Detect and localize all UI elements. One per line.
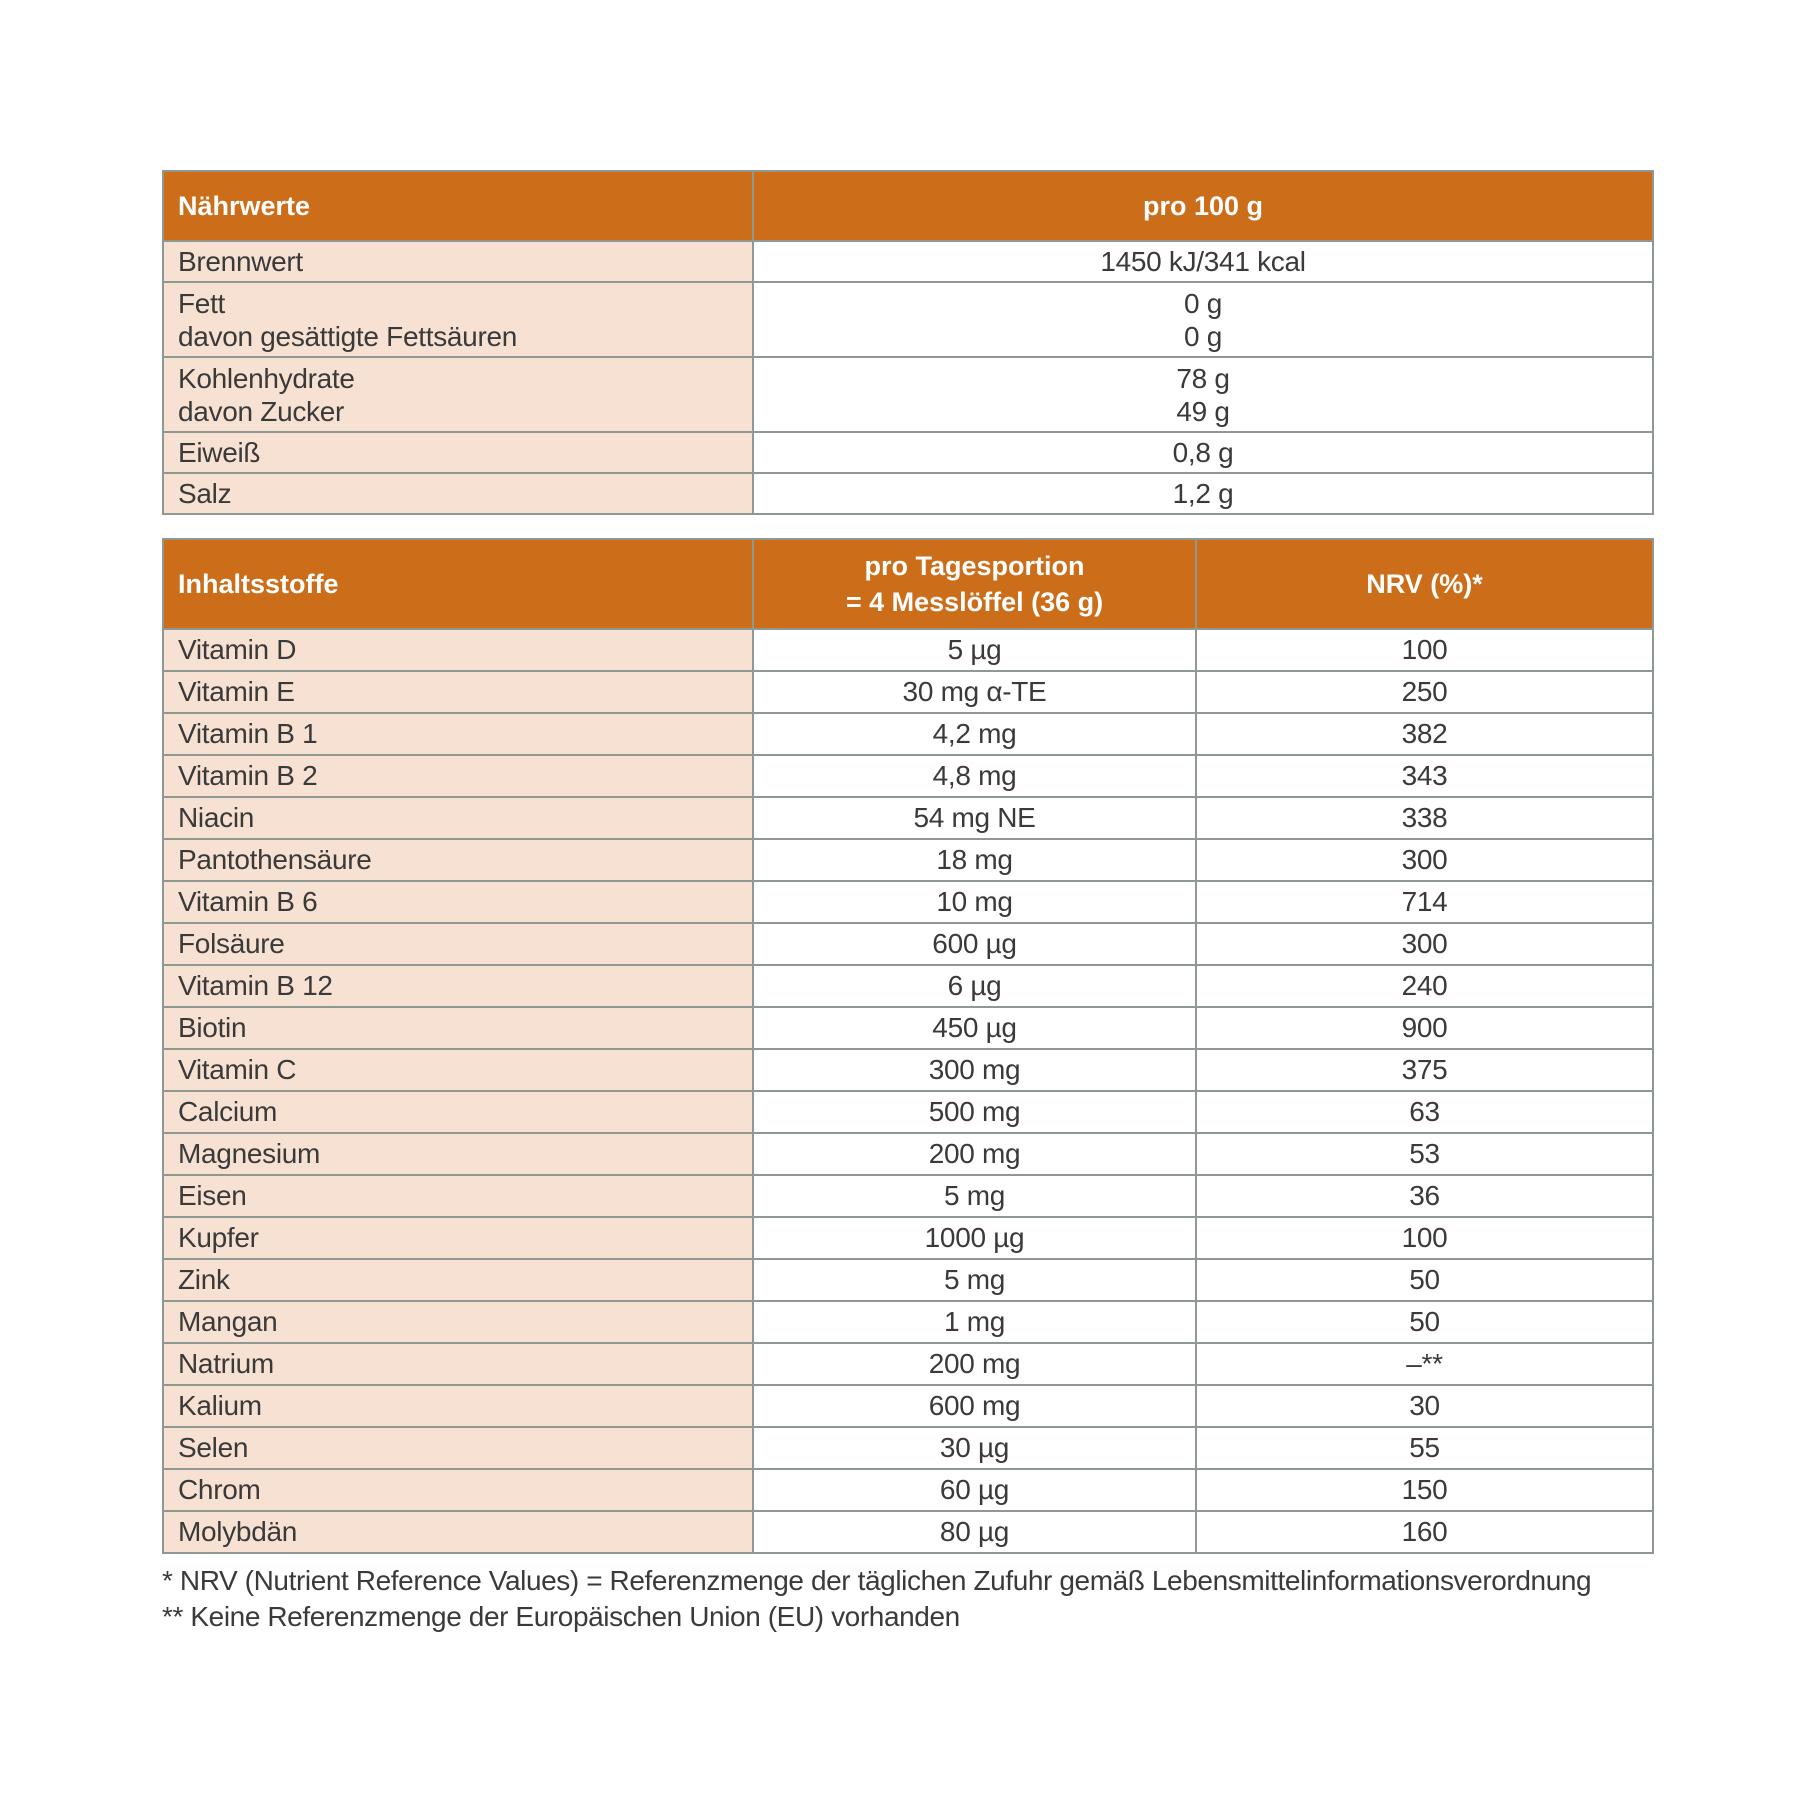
nutrition-value: 1,2 g — [753, 473, 1653, 514]
table-row — [163, 671, 1653, 713]
ingredient-name: Magnesium — [163, 1133, 753, 1175]
nutrition-value-main: 0 g — [1183, 287, 1223, 319]
ingredient-name: Kalium — [163, 1385, 753, 1427]
ingredient-name: Mangan — [163, 1301, 753, 1343]
table-row — [163, 1007, 1653, 1049]
ingredient-amount: 80 µg — [753, 1511, 1196, 1553]
ingredient-nrv: 160 — [1196, 1511, 1653, 1553]
nutrition-label-main: Kohlenhydrate — [178, 362, 355, 394]
nutrition-header-row — [163, 171, 1653, 241]
ingredient-amount: 1000 µg — [753, 1217, 1196, 1259]
table-row — [163, 965, 1653, 1007]
nutrition-label-sub: davon Zucker — [178, 395, 345, 427]
ingredient-amount: 600 µg — [753, 923, 1196, 965]
ingredient-name: Pantothensäure — [163, 839, 753, 881]
nutrition-label — [163, 357, 753, 432]
ingredient-name: Vitamin D — [163, 629, 753, 671]
table-row — [163, 629, 1653, 671]
ingredient-nrv: 55 — [1196, 1427, 1653, 1469]
ingredient-amount: 4,8 mg — [753, 755, 1196, 797]
ingredient-amount: 5 mg — [753, 1175, 1196, 1217]
ingredient-amount: 5 mg — [753, 1259, 1196, 1301]
ingredient-name: Niacin — [163, 797, 753, 839]
ingredient-name: Eisen — [163, 1175, 753, 1217]
ingredient-amount: 450 µg — [753, 1007, 1196, 1049]
ingredient-nrv: 300 — [1196, 839, 1653, 881]
ingredients-header-portion-line2: = 4 Messlöffel (36 g) — [845, 587, 1104, 617]
ingredient-name: Biotin — [163, 1007, 753, 1049]
table-row — [163, 797, 1653, 839]
ingredient-nrv: 63 — [1196, 1091, 1653, 1133]
ingredient-nrv: 300 — [1196, 923, 1653, 965]
nutrition-row-brennwert — [163, 241, 1653, 282]
table-row — [163, 1301, 1653, 1343]
ingredient-name: Calcium — [163, 1091, 753, 1133]
table-row — [163, 1133, 1653, 1175]
table-row — [163, 1217, 1653, 1259]
table-row — [163, 1091, 1653, 1133]
nutrition-label: Eiweiß — [163, 432, 753, 473]
ingredients-header-label: Inhaltsstoffe — [163, 539, 753, 629]
nutrition-label-sub: davon gesättigte Fettsäuren — [178, 320, 518, 352]
nutrition-value-sub: 0 g — [1183, 320, 1223, 352]
ingredient-name: Molybdän — [163, 1511, 753, 1553]
nutrition-label: Brennwert — [163, 241, 753, 282]
ingredients-header-portion — [753, 539, 1196, 629]
ingredient-nrv: 240 — [1196, 965, 1653, 1007]
nutrition-value: 0,8 g — [753, 432, 1653, 473]
nutrition-label: Salz — [163, 473, 753, 514]
nutrition-value — [753, 282, 1653, 357]
table-row — [163, 1049, 1653, 1091]
ingredients-header-nrv: NRV (%)* — [1196, 539, 1653, 629]
ingredient-nrv: 53 — [1196, 1133, 1653, 1175]
footnotes — [162, 1563, 1662, 1635]
ingredient-nrv: 338 — [1196, 797, 1653, 839]
nutrition-row-fett — [163, 282, 1653, 357]
footnote-nrv: * NRV (Nutrient Reference Values) = Referenzmenge der täglichen Zufuhr gemäß Lebensmittelinformationsverordnung — [162, 1565, 1592, 1596]
nutrition-label-main: Fett — [178, 287, 226, 319]
ingredient-amount: 6 µg — [753, 965, 1196, 1007]
ingredient-amount: 1 mg — [753, 1301, 1196, 1343]
nutrition-table — [162, 170, 1654, 515]
ingredient-nrv: 375 — [1196, 1049, 1653, 1091]
ingredient-name: Selen — [163, 1427, 753, 1469]
ingredient-amount: 30 mg α-TE — [753, 671, 1196, 713]
nutrition-value: 1450 kJ/341 kcal — [753, 241, 1653, 282]
table-row — [163, 1385, 1653, 1427]
ingredient-name: Zink — [163, 1259, 753, 1301]
nutrition-header-value: pro 100 g — [753, 171, 1653, 241]
nutrition-label — [163, 282, 753, 357]
ingredient-amount: 18 mg — [753, 839, 1196, 881]
table-row — [163, 839, 1653, 881]
ingredient-nrv: 30 — [1196, 1385, 1653, 1427]
table-row — [163, 1259, 1653, 1301]
table-row — [163, 1343, 1653, 1385]
ingredient-amount: 54 mg NE — [753, 797, 1196, 839]
table-row — [163, 881, 1653, 923]
ingredient-name: Natrium — [163, 1343, 753, 1385]
ingredients-table — [162, 538, 1654, 1554]
ingredient-name: Vitamin B 2 — [163, 755, 753, 797]
table-row — [163, 1427, 1653, 1469]
ingredient-nrv: 343 — [1196, 755, 1653, 797]
ingredients-header-row — [163, 539, 1653, 629]
table-row — [163, 1511, 1653, 1553]
footnote-eu: ** Keine Referenzmenge der Europäischen Union (EU) vorhanden — [162, 1601, 960, 1632]
ingredient-amount: 5 µg — [753, 629, 1196, 671]
ingredient-nrv: –** — [1196, 1343, 1653, 1385]
ingredient-amount: 600 mg — [753, 1385, 1196, 1427]
ingredient-amount: 500 mg — [753, 1091, 1196, 1133]
ingredient-nrv: 100 — [1196, 1217, 1653, 1259]
ingredient-nrv: 50 — [1196, 1301, 1653, 1343]
ingredient-nrv: 100 — [1196, 629, 1653, 671]
nutrition-row-salz — [163, 473, 1653, 514]
nutrition-header-label: Nährwerte — [163, 171, 753, 241]
ingredient-nrv: 714 — [1196, 881, 1653, 923]
ingredient-name: Vitamin B 12 — [163, 965, 753, 1007]
nutrition-row-kohlenhydrate — [163, 357, 1653, 432]
table-row — [163, 1175, 1653, 1217]
ingredients-body — [163, 629, 1653, 1553]
nutrition-value — [753, 357, 1653, 432]
ingredient-name: Vitamin C — [163, 1049, 753, 1091]
ingredient-amount: 200 mg — [753, 1133, 1196, 1175]
ingredient-nrv: 382 — [1196, 713, 1653, 755]
ingredient-name: Vitamin B 1 — [163, 713, 753, 755]
ingredient-amount: 300 mg — [753, 1049, 1196, 1091]
table-row — [163, 923, 1653, 965]
ingredient-amount: 30 µg — [753, 1427, 1196, 1469]
ingredient-amount: 10 mg — [753, 881, 1196, 923]
nutrition-value-main: 78 g — [1176, 362, 1230, 394]
table-row — [163, 755, 1653, 797]
ingredient-nrv: 900 — [1196, 1007, 1653, 1049]
ingredient-amount: 60 µg — [753, 1469, 1196, 1511]
nutrition-value-sub: 49 g — [1176, 395, 1230, 427]
ingredient-nrv: 36 — [1196, 1175, 1653, 1217]
ingredients-header-portion-line1: pro Tagesportion — [864, 551, 1085, 581]
ingredient-nrv: 250 — [1196, 671, 1653, 713]
nutrition-row-eiweiss — [163, 432, 1653, 473]
ingredient-nrv: 150 — [1196, 1469, 1653, 1511]
ingredient-name: Chrom — [163, 1469, 753, 1511]
ingredient-nrv: 50 — [1196, 1259, 1653, 1301]
ingredient-name: Folsäure — [163, 923, 753, 965]
table-row — [163, 713, 1653, 755]
ingredient-name: Kupfer — [163, 1217, 753, 1259]
ingredient-name: Vitamin E — [163, 671, 753, 713]
ingredient-amount: 200 mg — [753, 1343, 1196, 1385]
table-row — [163, 1469, 1653, 1511]
ingredient-name: Vitamin B 6 — [163, 881, 753, 923]
ingredient-amount: 4,2 mg — [753, 713, 1196, 755]
